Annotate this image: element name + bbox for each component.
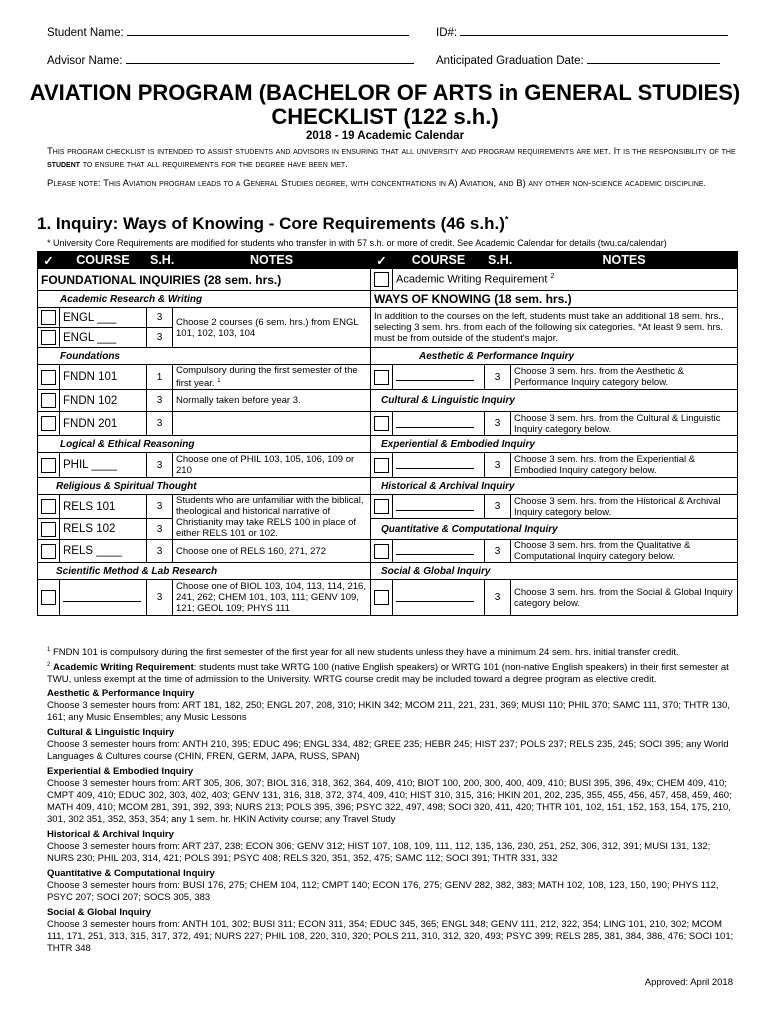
category-cultural: Cultural & Linguistic Inquiry Choose 3 semester hours from: ANTH 210, 395; EDUC 496; ENGL 334, 482; GREE 235; HEBR 245; HIST 237; POLS 237; RELS 235, 245; SOCI 395; any World Languages & Cultures course (CHIN, FREN, GERM, JAPA, RUSS, SPAN) <box>47 727 729 762</box>
fndn101-note: Compulsory during the first semester of the first year. $^1$ <box>173 365 371 390</box>
experiential-note: Choose 3 sem. hrs. from the Experiential & Embodied Inquiry category below. <box>511 453 738 478</box>
student-name-field[interactable]: Student Name: <box>47 24 409 39</box>
subhead-historical: Historical & Archival Inquiry <box>371 478 738 495</box>
page-subtitle: CHECKLIST (122 s.h.) <box>271 104 499 129</box>
course-engl-2: ENGL ___ <box>60 328 147 348</box>
phil-note: Choose one of PHIL 103, 105, 106, 109 or 210 <box>173 453 371 478</box>
note-paragraph: Please note: This Aviation program leads to a General Studies degree, with concentrations in A) Aviation, and B) any other non-science academic discipline. <box>47 178 707 189</box>
checkbox-fndn201[interactable] <box>41 416 56 431</box>
subhead-experiential: Experiential & Embodied Inquiry <box>371 436 738 453</box>
checklist-table: ✓ COURSE S.H. NOTES ✓ COURSE S.H. NOTES FOUNDATIONAL INQUIRIES (28 sem. hrs.) Academic Writing Requirement $^2$ Academic Research & Writing WAYS OF KNOWING (18 sem. hrs.) ENGL ___ 3 Choose 2 courses (6 sem. hrs.) from ENGL 101, 102, 103, 104 In addition to the courses on the left, students must take an additional 18 sem. hrs., selecting 3 sem. hrs. from each of the following six categories. *At least 9 sem. hrs. must be from outside of the student's major. ENGL ___ 3 Foundations Aesthetic & Performance Inquiry FNDN 101 1 Compulsory during the first semester of the first year. $^1$ 3 Choose 3 sem. hrs. from the Aesthetic & Performance Inquiry category below. FNDN 102 3 Normally taken before year 3. Cultural & Linguistic Inquiry FNDN 201 3 3 Choose 3 sem. hrs. from the Cultural & Linguistic Inquiry category below. Logical & Ethical Reasoning Experiential & Embodied Inquiry PHIL ____ 3 Choose one of PHIL 103, 105, 106, 109 or 210 3 Choose 3 sem. hrs. from the Experiential & Embodied Inquiry category below. Religious & Spiritual Thought Historical & Archival Inquiry RELS 101 3 Students who are unfamiliar with the biblical, theological and historical narrative of Christianity may take RELS 100 in place of either RELS 101 or 102. 3 Choose 3 sem. hrs. from the Historical & Archival Inquiry category below. RELS 102 3 Quantitative & Computational Inquiry RELS ____ 3 Choose one of RELS 160, 271, 272 3 Choose 3 sem. hrs. from the Qualitative & Computational Inquiry category below. Scientific Method & Lab Research Social & Global Inquiry 3 Choose one of BIOL 103, 104, 113, 114, 216, 241, 262; CHEM 101, 103, 111; GENV 109, 121; GEOL 109; PHYS 111 3 Choose 3 sem. hrs. from the Social & Global Inquiry category below. <box>37 251 738 616</box>
id-field[interactable]: ID#: <box>436 24 728 39</box>
checkbox-engl-1[interactable] <box>41 310 56 325</box>
checkbox-science[interactable] <box>41 590 56 605</box>
subhead-aesthetic: Aesthetic & Performance Inquiry <box>371 348 738 365</box>
checkbox-rels102[interactable] <box>41 522 56 537</box>
fndn102-note: Normally taken before year 3. <box>173 390 371 412</box>
cultural-note: Choose 3 sem. hrs. from the Cultural & Linguistic Inquiry category below. <box>511 412 738 436</box>
rels-note-2: Choose one of RELS 160, 271, 272 <box>173 540 371 563</box>
intro-paragraph: This program checklist is intended to assist students and advisors in ensuring that all university and program requirements are met. It is the responsibility of the student to ensure that all requirements for the degree have been met. <box>47 146 736 170</box>
checkbox-rels101[interactable] <box>41 499 56 514</box>
advisor-name-field[interactable]: Advisor Name: <box>47 52 414 67</box>
subhead-social: Social & Global Inquiry <box>371 563 738 580</box>
footnote-1: $^1$ FNDN 101 is compulsory during the first semester of the first year for all new students unless they have a minimum 24 sem. hrs. initial transfer credit. <box>47 647 679 659</box>
checkbox-fndn102[interactable] <box>41 393 56 408</box>
subhead-religious: Religious & Spiritual Thought <box>38 478 371 495</box>
course-fndn101: FNDN 101 <box>60 365 147 390</box>
footnotes <box>47 644 737 686</box>
rels-note: Students who are unfamiliar with the biblical, theological and historical narrative of Christianity may take RELS 100 in place of either RELS 101 or 102. <box>173 495 371 540</box>
social-note: Choose 3 sem. hrs. from the Social & Global Inquiry category below. <box>511 580 738 616</box>
academic-calendar: 2018 - 19 Academic Calendar <box>305 130 465 142</box>
ways-of-knowing-note: In addition to the courses on the left, students must take an additional 18 sem. hrs., selecting 3 sem. hrs. from each of the following six categories. *At least 9 sem. hrs. must be from outside of the student's major. <box>371 308 738 348</box>
subhead-academic-research: Academic Research & Writing <box>38 291 371 308</box>
approval-date: Approved: April 2018 <box>644 977 733 988</box>
historical-course-blank[interactable] <box>396 500 474 511</box>
subhead-quantitative: Quantitative & Computational Inquiry <box>371 519 738 540</box>
category-aesthetic: Aesthetic & Performance Inquiry Choose 3 semester hours from: ART 181, 182, 250; ENGL 207, 208, 310; HKIN 342; MCOM 211, 221, 231, 369; MUSI 110; PHIL 370; SAMC 111, 370; THTR 130, 161; any Music Ensembles; any Music Lessons <box>47 688 730 723</box>
aesthetic-note: Choose 3 sem. hrs. from the Aesthetic & Performance Inquiry category below. <box>511 365 738 390</box>
category-social: Social & Global Inquiry Choose 3 semester hours from: ANTH 101, 302; BUSI 311; ECON 311, 354; EDUC 345, 365; ENGL 348; GENV 111, 212, 322, 354; LING 101, 210, 302; MCOM 111, 171, 251, 313, 315, 317, 372, 491; NURS 227; PHIL 108, 220, 310, 320; POLS 211, 310, 312, 320, 493; PSYC 399; RELS 285, 381, 384, 386, 476; SOCI 101; THTR 348 <box>47 907 734 954</box>
section-footnote: * University Core Requirements are modified for students who transfer in with 57 s.h. or more of credit. See Academic Calendar for details (twu.ca/calendar) <box>47 238 667 248</box>
subhead-scientific: Scientific Method & Lab Research <box>38 563 371 580</box>
checkbox-cultural[interactable] <box>374 416 389 431</box>
historical-note: Choose 3 sem. hrs. from the Historical & Archival Inquiry category below. <box>511 495 738 519</box>
checkbox-historical[interactable] <box>374 499 389 514</box>
advisor-name-line <box>126 52 414 64</box>
checkbox-rels[interactable] <box>41 544 56 559</box>
graduation-date-line <box>587 52 720 64</box>
ways-of-knowing-title: WAYS OF KNOWING (18 sem. hrs.) <box>371 291 738 308</box>
course-fndn102: FNDN 102 <box>60 390 147 412</box>
category-experiential: Experiential & Embodied Inquiry Choose 3 semester hours from: ART 305, 306, 307; BIOL 316, 318, 362, 364, 409, 410; BIOT 100, 200, 300, 400, 409, 410; BUSI 395, 396, 49x; CHEM 409, 410; CMPT 409, 410; EDUC 302, 303, 402, 403; GENV 131, 316, 318, 372, 374, 409, 410; HIST 310, 315, 316; HKIN 201, 202, 235, 355, 455, 456, 457, 458, 459, 460; MATH 409, 410; MCOM 281, 391, 392, 393; NURS 213; POLS 395, 396; PSYC 322, 497, 498; SOCI 320, 411, 420; THTR 101, 102, 151, 152, 153, 154, 175, 210, 301, 302 351, 352, 353, 354; any 1 sem. hr. HKIN Activity course; any Travel Study <box>47 766 732 825</box>
checkbox-aesthetic[interactable] <box>374 370 389 385</box>
science-note: Choose one of BIOL 103, 104, 113, 114, 216, 241, 262; CHEM 101, 103, 111; GENV 109, 121; GEOL 109; PHYS 111 <box>173 580 371 616</box>
checkbox-engl-2[interactable] <box>41 330 56 345</box>
category-historical: Historical & Archival Inquiry Choose 3 semester hours from: ART 237, 238; ECON 306; GENV 312; HIST 107, 108, 109, 111, 112, 135, 136, 230, 251, 252, 306, 312, 391; MUSI 131, 132; NURS 230; PHIL 203, 314, 421; POLS 391; PSYC 408; RELS 320, 351, 352, 475; SAMC 112; SOCI 391; THTR 331, 332 <box>47 829 711 864</box>
awr-label: Academic Writing Requirement $^2$ <box>393 269 738 291</box>
footnote-2: $^2$ Academic Writing Requirement: students must take WRTG 100 (native English speakers) or WRTG 101 (non-native English speakers) in their first semester at TWU, unless exempt at the time of admission to the University. WRTG course credit may be included toward a degree program as elective credit. <box>47 662 729 686</box>
page-title: AVIATION PROGRAM (BACHELOR OF ARTS in GENERAL STUDIES) <box>29 80 741 105</box>
id-line <box>460 24 728 36</box>
graduation-date-field[interactable]: Anticipated Graduation Date: <box>436 52 720 67</box>
checkbox-phil[interactable] <box>41 458 56 473</box>
course-engl-1: ENGL ___ <box>60 308 147 328</box>
subhead-cultural: Cultural & Linguistic Inquiry <box>371 390 738 412</box>
subhead-foundations: Foundations <box>38 348 371 365</box>
experiential-course-blank[interactable] <box>396 458 474 469</box>
foundational-inquiries-title: FOUNDATIONAL INQUIRIES (28 sem. hrs.) <box>38 269 371 291</box>
course-rels102: RELS 102 <box>60 519 147 540</box>
category-list <box>47 685 737 955</box>
checkbox-fndn101[interactable] <box>41 370 56 385</box>
course-rels: RELS ____ <box>60 540 147 563</box>
quantitative-note: Choose 3 sem. hrs. from the Qualitative & Computational Inquiry category below. <box>511 540 738 563</box>
course-rels101: RELS 101 <box>60 495 147 519</box>
student-name-line <box>127 24 409 36</box>
section-heading: 1. Inquiry: Ways of Knowing - Core Requirements (46 s.h.)* <box>37 214 509 233</box>
checkbox-experiential[interactable] <box>374 458 389 473</box>
engl-note: Choose 2 courses (6 sem. hrs.) from ENGL 101, 102, 103, 104 <box>173 308 371 348</box>
checkbox-quantitative[interactable] <box>374 544 389 559</box>
checkbox-social[interactable] <box>374 590 389 605</box>
science-course-blank[interactable] <box>63 591 141 602</box>
quantitative-course-blank[interactable] <box>396 544 474 555</box>
cultural-course-blank[interactable] <box>396 417 474 428</box>
category-quantitative: Quantitative & Computational Inquiry Choose 3 semester hours from: BUSI 176, 275; CHEM 104, 112; CMPT 140; ECON 176, 275; GENV 282, 382, 383; MATH 102, 108, 123, 150, 190; PHYS 112, PSYC 207; SOCI 207; SOCS 305, 383 <box>47 868 719 903</box>
table-header-row: ✓ COURSE S.H. NOTES ✓ COURSE S.H. NOTES <box>38 252 738 269</box>
checkbox-awr[interactable] <box>374 272 389 287</box>
course-fndn201: FNDN 201 <box>60 412 147 436</box>
course-phil: PHIL ____ <box>60 453 147 478</box>
social-course-blank[interactable] <box>396 591 474 602</box>
aesthetic-course-blank[interactable] <box>396 370 474 381</box>
subhead-logical: Logical & Ethical Reasoning <box>38 436 371 453</box>
